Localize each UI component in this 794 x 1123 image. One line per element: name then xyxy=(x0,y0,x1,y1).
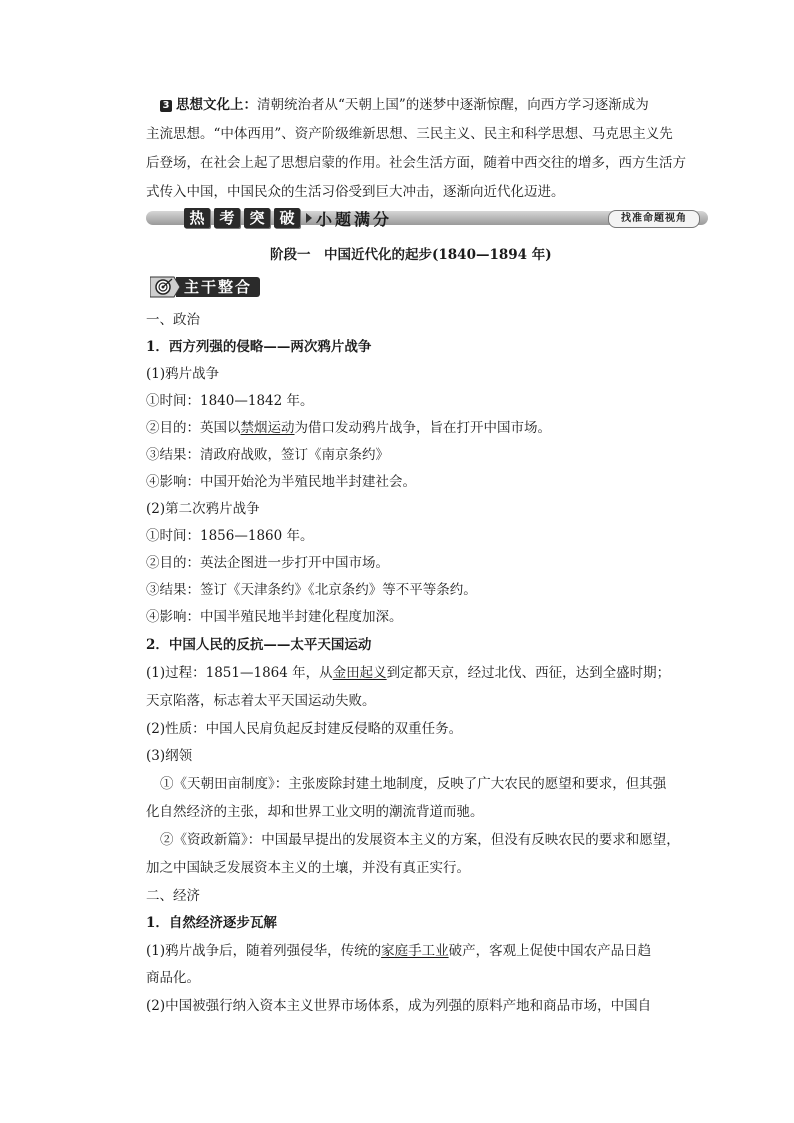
heading-natural-economy: 1．自然经济逐步瓦解 xyxy=(146,915,277,931)
text-span: 破产，客观上促使中国农产品日趋 xyxy=(448,943,652,959)
intro-line-3: 后登场，在社会上起了思想启蒙的作用。社会生活方面，随着中西交往的增多，西方生活方 xyxy=(146,155,686,171)
taiping-program-2b: 加之中国缺乏发展资本主义的土壤，并没有真正实行。 xyxy=(146,860,470,876)
number-badge: 3 xyxy=(160,100,172,112)
intro-line-1 xyxy=(160,96,690,114)
opium-war-1-title: (1)鸦片战争 xyxy=(146,366,220,382)
taiping-process-2: 天京陷落，标志着太平天国运动失败。 xyxy=(146,693,376,709)
section-badge-label: 主干整合 xyxy=(176,277,260,297)
underlined-term: 金田起义 xyxy=(332,665,387,681)
taiping-program-1b: 化自然经济的主张，却和世界工业文明的潮流背道而驰。 xyxy=(146,804,484,820)
banner-chip-2: 考 xyxy=(214,208,240,228)
opium-war-2-goal: ②目的：英法企图进一步打开中国市场。 xyxy=(146,555,389,571)
taiping-program-2a: ②《资政新篇》：中国最早提出的发展资本主义的方案，但没有反映农民的要求和愿望， xyxy=(160,832,680,848)
stage-title: 阶段一 中国近代化的起步(1840—1894 年) xyxy=(270,247,552,263)
banner-arrow-icon xyxy=(306,213,312,223)
text-span: ②目的：英国以 xyxy=(146,420,241,436)
section-badge xyxy=(150,275,260,299)
opium-war-1-impact: ④影响：中国开始沦为半殖民地半封建社会。 xyxy=(146,474,416,490)
taiping-program-1a: ①《天朝田亩制度》：主张废除封建土地制度，反映了广大农民的愿望和要求，但其强 xyxy=(160,776,667,792)
banner-chip-4: 破 xyxy=(274,208,300,228)
underlined-term: 禁烟运动 xyxy=(240,420,295,436)
text-span: 到定都天京，经过北伐、西征，达到全盛时期； xyxy=(386,665,671,681)
text-span: (1)鸦片战争后，随着列强侵华，传统的 xyxy=(146,943,382,959)
banner-chip-3: 突 xyxy=(244,208,270,228)
economy-1a xyxy=(146,942,676,960)
intro-text-1: 清朝统治者从“天朝上国”的迷梦中逐渐惊醒，向西方学习逐渐成为 xyxy=(257,97,649,113)
opium-war-2-title: (2)第二次鸦片战争 xyxy=(146,501,260,517)
taiping-nature: (2)性质：中国人民肩负起反封建反侵略的双重任务。 xyxy=(146,721,463,737)
banner-subtitle: 小题满分 xyxy=(316,209,393,229)
section-banner xyxy=(146,207,708,229)
intro-line-4: 式传入中国，中国民众的生活习俗受到巨大冲击，逐渐向近代化迈进。 xyxy=(146,184,565,200)
target-icon xyxy=(150,275,180,299)
heading-resistance: 2．中国人民的反抗——太平天国运动 xyxy=(146,637,372,653)
heading-invasion: 1．西方列强的侵略——两次鸦片战争 xyxy=(146,339,372,355)
text-span: 为借口发动鸦片战争，旨在打开中国市场。 xyxy=(294,420,551,436)
heading-economy: 二、经济 xyxy=(146,888,200,904)
economy-1b: 商品化。 xyxy=(146,970,200,986)
opium-war-2-result: ③结果：签订《天津条约》《北京条约》等不平等条约。 xyxy=(146,582,477,598)
taiping-process-1 xyxy=(146,664,676,682)
taiping-program-title: (3)纲领 xyxy=(146,748,193,764)
intro-lead: 思想文化上： xyxy=(176,97,257,113)
banner-right-pill: 找准命题视角 xyxy=(608,210,700,228)
opium-war-2-impact: ④影响：中国半殖民地半封建化程度加深。 xyxy=(146,609,403,625)
text-span: (1)过程：1851—1864 年，从 xyxy=(146,665,333,681)
opium-war-2-time: ①时间：1856—1860 年。 xyxy=(146,528,314,544)
opium-war-1-goal xyxy=(146,419,676,437)
banner-chips xyxy=(184,207,392,229)
economy-2a: (2)中国被强行纳入资本主义世界市场体系，成为列强的原料产地和商品市场，中国自 xyxy=(146,998,652,1014)
banner-chip-1: 热 xyxy=(184,208,210,228)
opium-war-1-time: ①时间：1840—1842 年。 xyxy=(146,393,314,409)
underlined-term: 家庭手工业 xyxy=(381,943,449,959)
heading-politics: 一、政治 xyxy=(146,312,200,328)
intro-line-2: 主流思想。“中体西用”、资产阶级维新思想、三民主义、民主和科学思想、马克思主义先 xyxy=(146,126,673,142)
opium-war-1-result: ③结果：清政府战败，签订《南京条约》 xyxy=(146,447,389,463)
